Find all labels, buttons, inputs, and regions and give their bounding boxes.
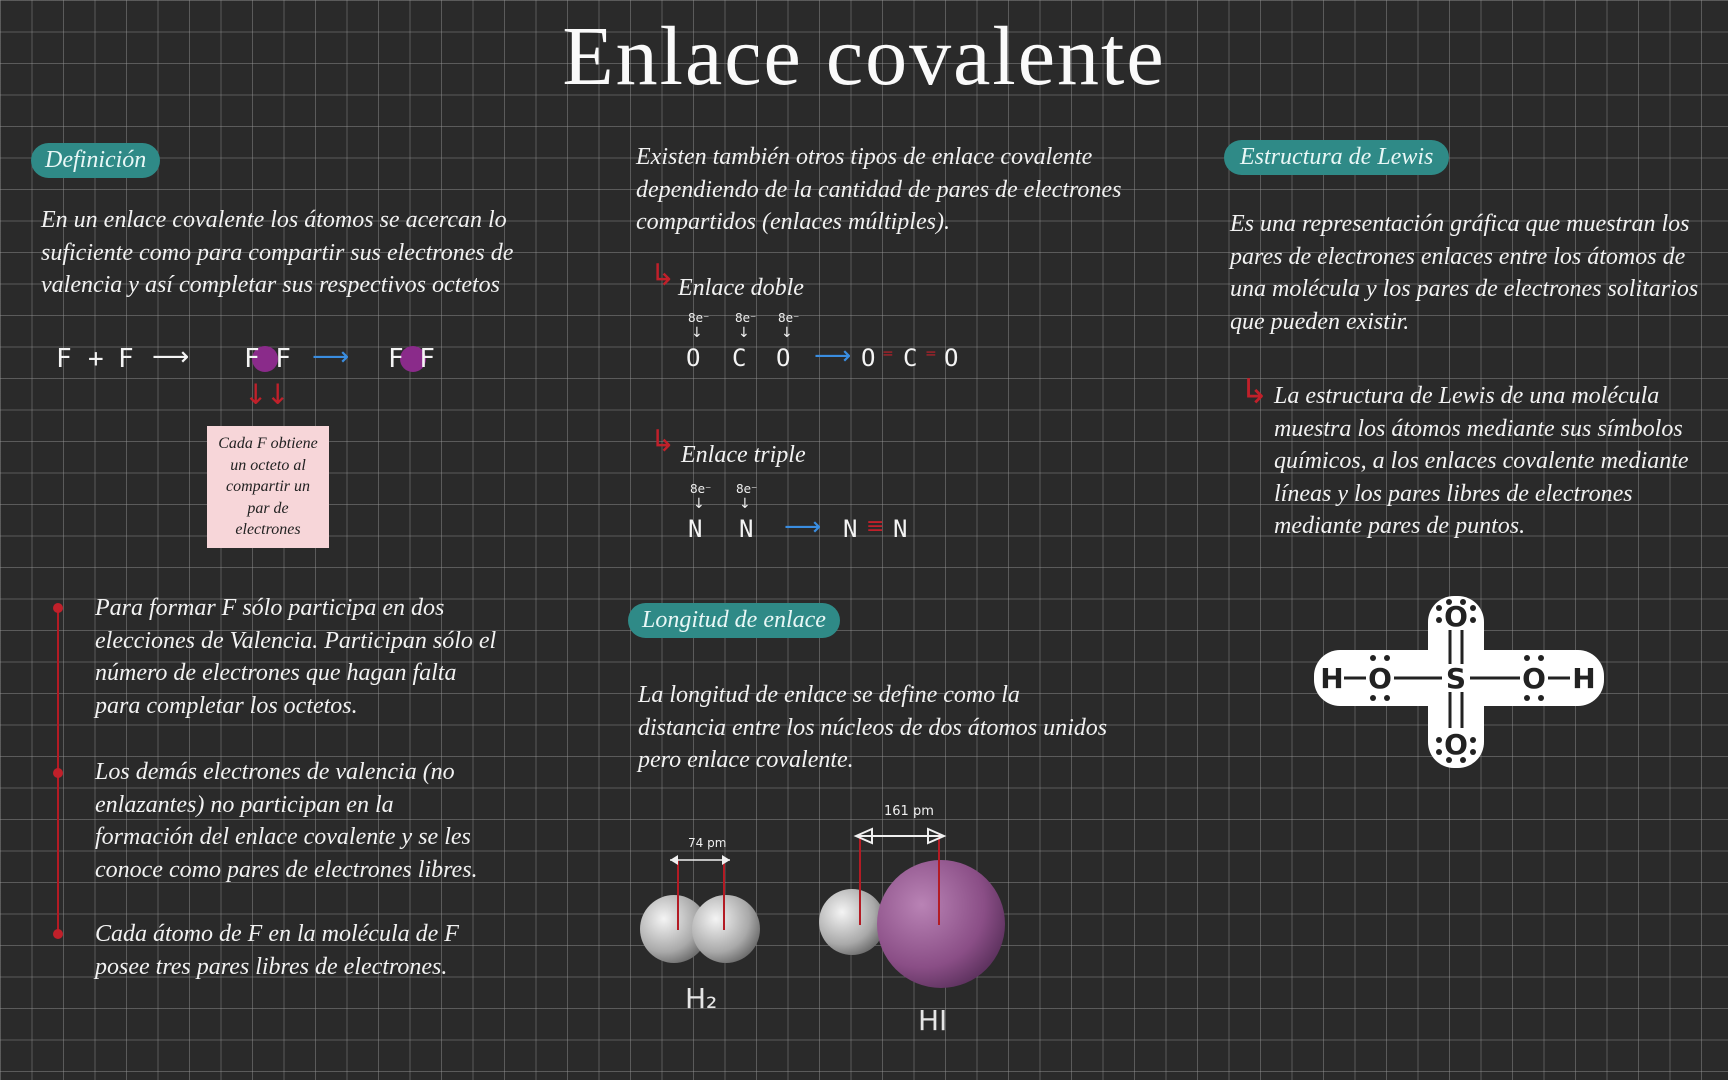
- lewis-pill: Estructura de Lewis: [1224, 140, 1449, 175]
- atom-n: N: [739, 515, 754, 543]
- lewis-atom-h: H: [1320, 662, 1344, 695]
- small-down-arrow-icon: ↓: [693, 496, 705, 512]
- bullet-line: Cada átomo de F en la molécula de F: [95, 921, 459, 947]
- note-line: Cada F obtiene: [218, 435, 318, 453]
- product-atom-n: N: [843, 515, 858, 543]
- bullet-text-1: [95, 592, 565, 722]
- longitud-line: pero enlace covalente.: [638, 747, 854, 773]
- reaction-pair: F F: [244, 344, 291, 374]
- small-down-arrow-icon: ↓: [781, 325, 793, 341]
- longitud-text: [638, 679, 1178, 777]
- definicion-line: suficiente como para compartir sus electrones de: [41, 239, 514, 266]
- bullet-text-2: [95, 756, 565, 886]
- bullet-line: enlazantes) no participan en la: [95, 791, 394, 818]
- enlace-doble-label: Enlace doble: [678, 275, 804, 301]
- hi-distance: 161 pm: [884, 804, 934, 819]
- product-atom-o: O: [861, 344, 876, 372]
- longitud-line: distancia entre los núcleos de dos átomos unidos: [638, 714, 1108, 741]
- product-atom-o: O: [944, 344, 959, 372]
- lewis-atom-s: S: [1445, 662, 1467, 695]
- lewis-detail-line: muestra los átomos mediante sus símbolos: [1274, 415, 1683, 442]
- red-down-arrow-icon: ↓: [266, 378, 290, 411]
- h2-molecule: [640, 855, 760, 963]
- longitud-pill: Longitud de enlace: [628, 603, 840, 638]
- lewis-line: Es una representación gráfica que muestran los: [1230, 211, 1690, 237]
- note-line: un octeto al: [230, 456, 306, 474]
- lewis-atom-o: O: [1368, 662, 1392, 695]
- double-bond-icon: =: [882, 346, 894, 362]
- red-hook-arrow-icon: ↳: [650, 424, 676, 459]
- lewis-atom-o: O: [1444, 728, 1468, 761]
- atom-o: O: [776, 344, 791, 372]
- page-title: Enlace covalente: [562, 10, 1166, 103]
- lewis-detail-line: líneas y los pares libres de electrones: [1274, 480, 1633, 507]
- intro-line: Existen también otros tipos de enlace covalente: [636, 144, 1093, 170]
- hi-molecule: [819, 829, 1005, 988]
- lewis-detail-line: mediante pares de puntos.: [1274, 513, 1526, 539]
- intro-line: compartidos (enlaces múltiples).: [636, 209, 950, 235]
- electron-count: 8e⁻: [690, 482, 712, 496]
- enlace-triple-label: Enlace triple: [681, 442, 806, 468]
- bullet-line: número de electrones que hagan falta: [95, 660, 457, 686]
- electron-count: 8e⁻: [736, 482, 758, 496]
- lewis-detail: [1274, 380, 1714, 543]
- bullet-dot: [53, 603, 63, 613]
- bullet-text-3: [95, 918, 565, 983]
- blue-arrow-icon: ⟶: [312, 342, 350, 372]
- arrowhead-icon: [722, 855, 730, 865]
- double-bond-icon: =: [925, 346, 937, 362]
- red-down-arrow-icon: ↓: [244, 378, 268, 411]
- bullet-line: para completar los octetos.: [95, 692, 358, 719]
- blue-arrow-icon: ⟶: [784, 512, 822, 542]
- triple-bond-icon: ≡: [866, 514, 885, 539]
- small-down-arrow-icon: ↓: [691, 325, 703, 341]
- product-atom-c: C: [903, 344, 918, 372]
- lewis-line: una molécula y los pares de electrones solitarios: [1230, 276, 1699, 302]
- bullet-line: Para formar F sólo participa en dos: [95, 595, 445, 621]
- reaction-atom-a: F: [56, 344, 72, 374]
- electron-count: 8e⁻: [778, 311, 800, 325]
- reaction-plus: +: [88, 344, 104, 374]
- bullet-dot: [53, 768, 63, 778]
- definicion-text: [41, 204, 541, 302]
- small-down-arrow-icon: ↓: [739, 496, 751, 512]
- lewis-atom-o: O: [1444, 600, 1468, 633]
- definicion-pill: Definición: [31, 143, 160, 178]
- definicion-line: valencia y así completar sus respectivos octetos: [41, 272, 500, 298]
- electron-count: 8e⁻: [735, 311, 757, 325]
- note-line: compartir un: [225, 478, 310, 496]
- lewis-atom-o: O: [1522, 662, 1546, 695]
- atom-n: N: [688, 515, 703, 543]
- reaction-arrow-icon: ⟶: [152, 342, 190, 372]
- lewis-detail-line: químicos, a los enlaces covalente mediante: [1274, 448, 1689, 474]
- definicion-line: En un enlace covalente los átomos se acercan lo: [41, 207, 507, 233]
- multiples-intro: [636, 141, 1176, 239]
- lewis-line: que pueden existir.: [1230, 308, 1410, 335]
- h2-distance: 74 pm: [688, 836, 727, 850]
- lewis-line: pares de electrones enlaces entre los átomos de: [1230, 243, 1686, 270]
- product-atom-n: N: [893, 515, 908, 543]
- hi-label: HI: [918, 1004, 948, 1037]
- note-line: par de: [247, 499, 289, 517]
- bullet-dot: [53, 929, 63, 939]
- h-atom: [819, 889, 885, 955]
- bullet-line: elecciones de Valencia. Participan sólo el: [95, 627, 497, 654]
- intro-line: dependiendo de la cantidad de pares de electrones: [636, 176, 1122, 203]
- bullet-line: Los demás electrones de valencia (no: [95, 759, 455, 785]
- longitud-line: La longitud de enlace se define como la: [638, 682, 1020, 708]
- note-line: electrones: [235, 521, 301, 539]
- octet-note: [207, 426, 329, 548]
- bullet-line: posee tres pares libres de electrones.: [95, 953, 448, 980]
- lewis-detail-line: La estructura de Lewis de una molécula: [1274, 383, 1660, 409]
- red-hook-arrow-icon: ↳: [1240, 372, 1269, 412]
- atom-o: O: [686, 344, 701, 372]
- atom-c: C: [732, 344, 747, 372]
- bond-length-illustration: [630, 800, 1030, 1000]
- bullet-line: conoce como pares de electrones libres.: [95, 856, 478, 883]
- lewis-text: [1230, 208, 1710, 338]
- reaction-atom-b: F: [118, 344, 134, 374]
- small-down-arrow-icon: ↓: [738, 325, 750, 341]
- h2-label: H₂: [685, 982, 718, 1015]
- lewis-structure-h2so4: [1310, 592, 1610, 772]
- blue-arrow-icon: ⟶: [814, 341, 852, 371]
- bullet-line: formación del enlace covalente y se les: [95, 824, 471, 850]
- reaction-product: F F: [388, 344, 435, 374]
- electron-count: 8e⁻: [688, 311, 710, 325]
- i-atom: [877, 860, 1005, 988]
- lewis-atom-h: H: [1572, 662, 1596, 695]
- h-atom: [692, 895, 760, 963]
- arrowhead-icon: [670, 855, 678, 865]
- red-hook-arrow-icon: ↳: [650, 258, 676, 293]
